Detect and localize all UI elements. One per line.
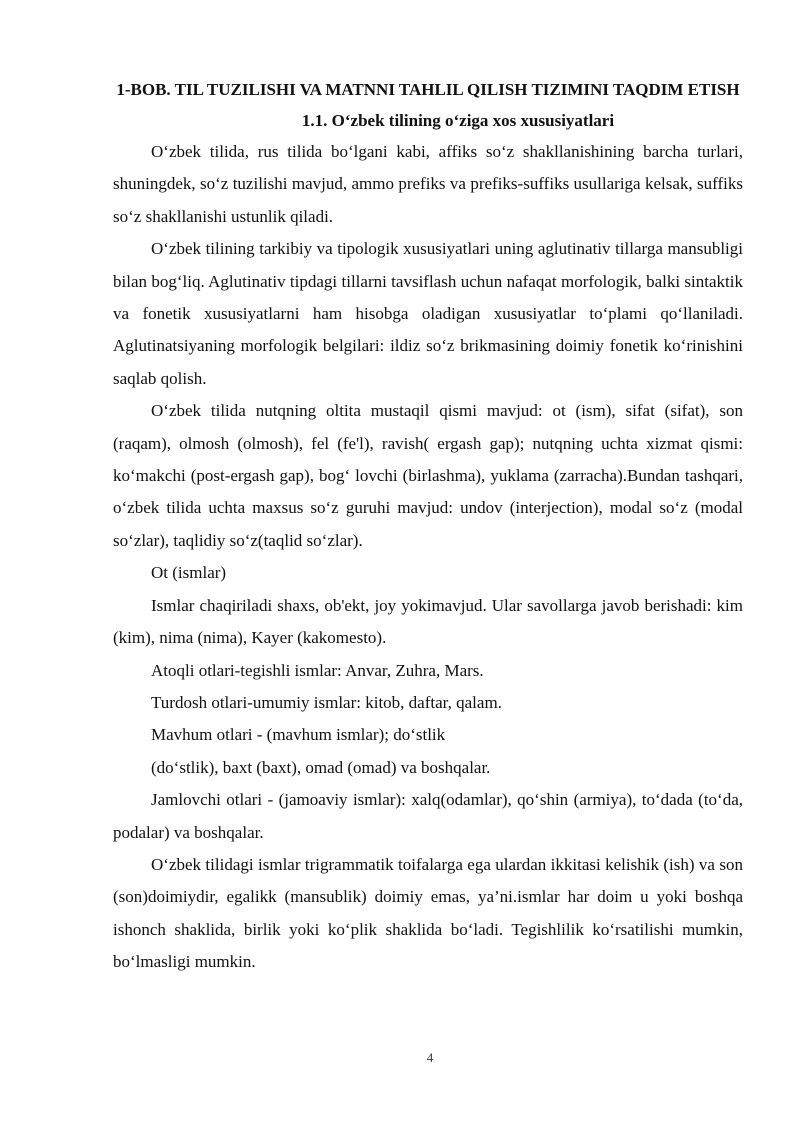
paragraph-nouns-definition: Ismlar chaqiriladi shaxs, ob'ekt, joy yokimavjud. Ular savollarga javob berishadi: kim (kim), nima (nima), Kayer (kakomesto). <box>113 595 743 648</box>
paragraph-noun-categories: O‘zbek tilidagi ismlar trigrammatik toifalarga ega ulardan ikkitasi kelishik (ish) va son (son)doimiydir, egalikk (mansublik) doimiy emas, ya’ni.ismlar har doim u yoki boshqa ishonch shaklida, birlik yoki ko‘plik shaklida bo‘ladi. Tegishlilik ko‘rsatilishi mumkin, bo‘lmasligi mumkin. <box>113 854 743 972</box>
paragraph-nouns-heading: Ot (ismlar) <box>151 563 227 583</box>
page-content <box>113 74 743 979</box>
page-number: 4 <box>426 1050 434 1065</box>
section-title: 1.1. O‘zbek tilining o‘ziga xos xususiyatlari <box>301 111 615 130</box>
paragraph-parts-of-speech: O‘zbek tilida nutqning oltita mustaqil qismi mavjud: ot (ism), sifat (sifat), son (raqam), olmosh (olmosh), fel (fe'l), ravish( ergash gap); nutqning uchta xizmat qismi: ko‘makchi (post-ergash gap), bog‘ lovchi (birlashma), yuklama (zarracha).Bundan tashqari, o‘zbek tilida uchta maxsus so‘z guruhi mavjud: undov (interjection), modal so‘z (modal so‘zlar), taqlidiy so‘z(taqlid so‘zlar). <box>113 401 743 550</box>
paragraph-abstract-nouns: Mavhum otlari - (mavhum ismlar); do‘stlik <box>151 725 446 745</box>
paragraph-abstract-nouns-examples: (do‘stlik), baxt (baxt), omad (omad) va boshqalar. <box>151 757 491 777</box>
paragraph-collective-nouns: Jamlovchi otlari - (jamoaviy ismlar): xalq(odamlar), qo‘shin (armiya), to‘dada (to‘da, podalar) va boshqalar. <box>113 790 743 842</box>
paragraph-proper-nouns: Atoqli otlari-tegishli ismlar: Anvar, Zuhra, Mars. <box>151 660 484 680</box>
paragraph-affix-word-formation: O‘zbek tilida, rus tilida bo‘lgani kabi, affiks so‘z shakllanishining barcha turlari, shuningdek, so‘z tuzilishi mavjud, ammo prefiks va prefiks-suffiks usullariga kelsak, suffiks so‘z shakllanishi ustunlik qiladi. <box>113 142 743 226</box>
chapter-title: 1-BOB. TIL TUZILISHI VA MATNNI TAHLIL QILISH TIZIMINI TAQDIM ETISH <box>116 80 740 99</box>
paragraph-common-nouns: Turdosh otlari-umumiy ismlar: kitob, daftar, qalam. <box>151 692 502 712</box>
paragraph-agglutinative-features: O‘zbek tilining tarkibiy va tipologik xususiyatlari uning aglutinativ tillarga mansubligi bilan bog‘liq. Aglutinativ tipdagi tillarni tavsiflash uchun nafaqat morfologik, balki sintaktik va fonetik xususiyatlarni ham hisobga oladigan xususiyatlar to‘plami qo‘llaniladi. Aglutinatsiyaning morfologik belgilari: ildiz so‘z brikmasining doimiy fonetik ko‘rinishini saqlab qolish. <box>113 239 743 388</box>
